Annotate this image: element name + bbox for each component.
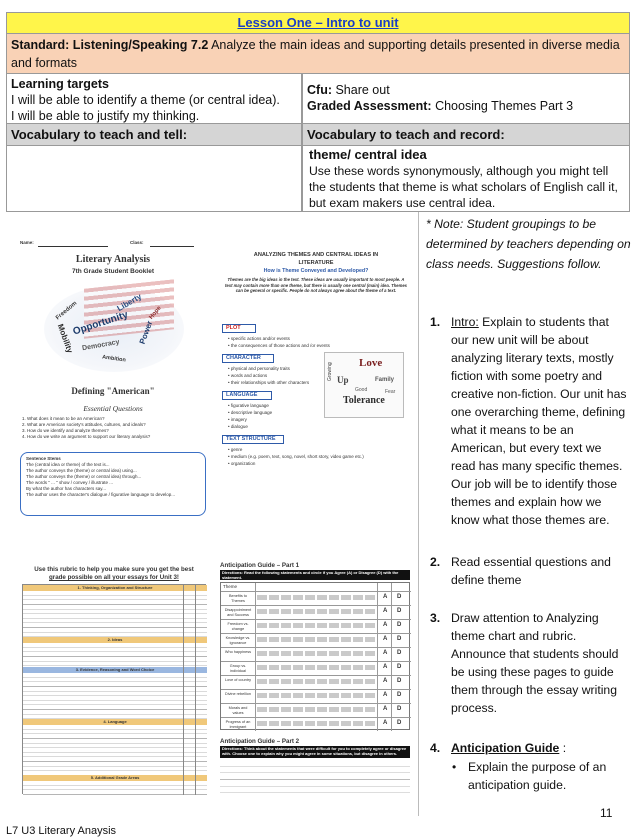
anticipation-topic-head: Theme: [223, 584, 238, 589]
booklet-class-label: Class:: [130, 240, 144, 245]
character-item-text: words and actions: [230, 373, 268, 378]
anticipation-row-topic: Freedom vs. change: [227, 622, 249, 631]
anticipation-directions-2: Directions: Think about the statements that were difficult for you to completely agree or disagree with. Choose one to explain why you might agree in some situations, but disagree in others.: [220, 746, 410, 758]
anticipation-row-topic: Disappointment and Success: [224, 608, 252, 617]
rubric-rows: [23, 591, 207, 637]
standard-row: [6, 34, 630, 74]
character-item: • physical and personality traits: [228, 366, 290, 371]
standard-text: Analyze the main ideas and supporting details presented in diverse media and formats: [11, 38, 620, 70]
anticipation-column-line: [377, 583, 378, 731]
sentence-stem: The author uses the character's dialogue / figurative language to develop...: [26, 492, 175, 497]
step-3: [451, 609, 629, 717]
anticipation-row-topic: Divine rebellion: [225, 692, 251, 696]
name-line: [38, 246, 108, 247]
column-divider: [418, 212, 419, 816]
defining-american: Defining "American": [71, 386, 155, 396]
cfu-value: Share out: [332, 83, 390, 97]
language-item-text: imagery: [230, 417, 247, 422]
anticipation-row-statement: [257, 609, 375, 614]
booklet-subtitle: 7th Grade Student Booklet: [72, 268, 154, 275]
anticipation-column-line: [255, 583, 256, 731]
sentence-stems-title: Sentence Stems: [26, 456, 61, 461]
graded-value: Choosing Themes Part 3: [431, 99, 574, 113]
cloud-word: Ambition: [101, 354, 127, 364]
language-item: • descriptive language: [228, 410, 273, 415]
cloud-word: Liberty: [115, 291, 144, 314]
vocab-tell-cell: [6, 146, 302, 212]
anticipation-row-statement: [257, 721, 375, 726]
disagree-option: D: [397, 720, 402, 726]
lesson-title: Lesson One – Intro to unit: [6, 12, 630, 34]
booklet-name-label: Name:: [20, 240, 34, 245]
vocab-definition: Use these words synonymously, although you might tell the students that theme is what scholars of English call it, but exam makers use central idea.: [309, 164, 618, 210]
anticipation-column-line: [391, 583, 392, 731]
anticipation-row-line: [221, 689, 411, 690]
theme-cloud-word: Tolerance: [343, 395, 385, 406]
language-item: • figurative language: [228, 403, 269, 408]
step-4-bullet: Explain the purpose of an anticipation guide.: [468, 760, 607, 792]
disagree-option: D: [397, 594, 402, 600]
rubric-rows: [23, 781, 207, 795]
anticipation-directions: Directions: Read the following statements and circle if you Agree (A) or Disagree (D) with the statement.: [220, 570, 410, 580]
anticipation-row-topic: Benefits to Themes: [229, 594, 247, 603]
essential-question: 2. What are American society's attitudes, cultures, and ideals?: [22, 422, 146, 427]
plot-item-text: the consequences of those actions and /or events: [230, 343, 330, 348]
plot-item-text: specific actions and/or events: [230, 336, 290, 341]
language-item-text: figurative language: [230, 403, 269, 408]
american-word-cloud: [44, 280, 184, 376]
anticipation-row-statement: [257, 707, 375, 712]
text-structure-label: TEXT STRUCTURE: [222, 435, 284, 444]
anticipation-row-statement: [257, 679, 375, 684]
cloud-word: Mobility: [55, 322, 75, 355]
analyzing-themes-thumbnail: [218, 250, 414, 510]
rubric-rows: [23, 725, 207, 775]
step-2: [451, 553, 629, 589]
disagree-option: D: [397, 608, 402, 614]
analyzing-title-2: LITERATURE: [298, 260, 334, 266]
disagree-option: D: [397, 664, 402, 670]
anticipation-row-statement: [257, 623, 375, 628]
character-item: • words and actions: [228, 373, 268, 378]
learning-target-2: I will be able to justify my thinking.: [11, 109, 200, 123]
anticipation-row-statement: [257, 651, 375, 656]
language-item: • dialogue: [228, 424, 248, 429]
structure-item: • organization: [228, 461, 256, 466]
footer-text: L7 U3 Literary Anaysis: [6, 825, 117, 837]
agree-option: A: [383, 608, 388, 614]
cloud-word: Democracy: [81, 338, 121, 353]
sentence-stems-box: [20, 452, 206, 516]
structure-item: • medium (e.g. poem, text, song, novel, short story, video game etc.): [228, 454, 364, 459]
sentence-stem: The (central idea or theme) of the text is...: [26, 462, 110, 467]
agree-option: A: [383, 678, 388, 684]
character-item: • their relationships with other characters: [228, 380, 310, 385]
vocab-record-cell: [302, 146, 630, 212]
plot-item: • specific actions and/or events: [228, 336, 290, 341]
step-4-text: :: [559, 741, 567, 755]
character-item-text: their relationships with other characters: [230, 380, 310, 385]
step-2-number: 2.: [430, 555, 441, 569]
agree-option: A: [383, 664, 388, 670]
theme-cloud-word: Fear: [385, 389, 396, 395]
essential-question: 3. How do we identify and analyze themes?: [22, 428, 109, 433]
anticipation-row-line: [221, 647, 411, 648]
theme-cloud-word: Up: [337, 375, 349, 385]
agree-option: A: [383, 594, 388, 600]
language-item: • imagery: [228, 417, 247, 422]
anticipation-row-line: [221, 717, 411, 718]
learning-targets-cell: [6, 74, 302, 124]
anticipation-row-line: [221, 675, 411, 676]
disagree-option: D: [397, 636, 402, 642]
sentence-stem: By what the author has characters say...: [26, 486, 106, 491]
standard-label: Standard: Listening/Speaking: [11, 38, 191, 52]
agree-option: A: [383, 720, 388, 726]
cloud-word: Opportunity: [71, 309, 130, 338]
standard-code: 7.2: [190, 38, 209, 52]
step-1: [451, 313, 629, 529]
character-item-text: physical and personality traits: [230, 366, 290, 371]
learning-target-1: I will be able to identify a theme (or central idea).: [11, 93, 280, 107]
anticipation-row-statement: [257, 693, 375, 698]
rubric-section: 4. Language: [23, 719, 207, 725]
language-item-text: descriptive language: [230, 410, 273, 415]
assessment-cell: [302, 74, 630, 124]
anticipation-row-line: [221, 619, 411, 620]
grouping-note: * Note: Student groupings to be determined by teachers depending on class needs. Suggestions follow.: [426, 217, 631, 271]
rubric-column-line: [195, 585, 196, 795]
analyzing-title-1: ANALYZING THEMES AND CENTRAL IDEAS IN: [253, 252, 379, 258]
sentence-stem: The author conveys the (theme) or central idea) through...: [26, 474, 142, 479]
essential-questions-list: [22, 416, 207, 440]
disagree-option: D: [397, 622, 402, 628]
vocab-tell-heading: Vocabulary to teach and tell:: [6, 124, 302, 146]
theme-cloud-word: Family: [375, 377, 395, 383]
language-item-text: dialogue: [230, 424, 248, 429]
page-number: 11: [600, 806, 613, 820]
booklet-title: Literary Analysis: [75, 254, 151, 265]
anticipation-row-statement: [257, 637, 375, 642]
rubric-title-1: Use this rubric to help you make sure you get the best: [34, 566, 194, 573]
rubric-table: [22, 584, 206, 794]
anticipation-row-topic: Who happiness: [224, 650, 252, 654]
agree-option: A: [383, 650, 388, 656]
anticipation-row-line: [221, 661, 411, 662]
theme-word-cloud: [324, 352, 404, 418]
step-1-number: 1.: [430, 315, 441, 329]
anticipation-row-line: [221, 703, 411, 704]
booklet-cover-thumbnail: [14, 230, 212, 520]
theme-cloud-word: Growing: [327, 362, 333, 381]
anticipation-row-topic: Progress of an immigrant: [225, 720, 251, 729]
step-4: [451, 739, 629, 757]
language-label: LANGUAGE: [222, 391, 272, 400]
anticipation-row-line: [221, 633, 411, 634]
step-3-number: 3.: [430, 611, 441, 625]
structure-item-text: medium (e.g. poem, text, song, novel, short story, video game etc.): [230, 454, 364, 459]
cfu-label: Cfu:: [307, 83, 332, 97]
anticipation-row-topic: Knowledge vs. ignorance: [225, 636, 251, 645]
step-4-label: Anticipation Guide: [451, 741, 560, 755]
rubric-column-line: [183, 585, 184, 795]
step-2-text: Read essential questions and define theme: [451, 555, 611, 587]
plot-label: PLOT: [222, 324, 256, 333]
plot-item: • the consequences of those actions and /or events: [228, 343, 330, 348]
step-4-number: 4.: [430, 741, 441, 755]
step-3-text: Draw attention to Analyzing theme chart and rubric. Announce that students should be using these pages to guide them through the essay writing process.: [451, 611, 619, 715]
structure-item: • genre: [228, 447, 243, 452]
rubric-section: 1. Thinking, Organization and Structure: [23, 585, 207, 591]
rubric-title-2: grade possible on all your essays for Unit 3!: [49, 574, 179, 581]
anticipation-row-statement: [257, 595, 375, 600]
graded-label: Graded Assessment:: [307, 99, 432, 113]
structure-item-text: organization: [230, 461, 256, 466]
essential-question: 4. How do we write an argument to support our literary analysis?: [22, 434, 151, 439]
anticipation-row-topic: Love of country: [225, 678, 251, 682]
disagree-option: D: [397, 706, 402, 712]
cloud-word: Power: [137, 319, 155, 346]
anticipation-row-statement: [257, 665, 375, 670]
disagree-option: D: [397, 650, 402, 656]
anticipation-writing-lines: [220, 760, 410, 798]
cloud-word: Hope: [148, 305, 163, 321]
anticipation-row-topic: Morals and values: [228, 706, 248, 715]
rubric-rows: [23, 673, 207, 719]
sentence-stem: The words " ... " show / convey / illustrate ...: [26, 480, 113, 485]
rubric-section: 2. Ideas: [23, 637, 207, 643]
anticipation-row-line: [221, 591, 411, 592]
agree-option: A: [383, 692, 388, 698]
cloud-word: Freedom: [55, 300, 79, 322]
step-1-label: Intro:: [451, 315, 479, 329]
theme-cloud-word: Good: [355, 387, 368, 393]
anticipation-row-line: [221, 605, 411, 606]
essential-questions-title: Essential Questions: [83, 404, 143, 413]
disagree-option: D: [397, 678, 402, 684]
character-label: CHARACTER: [222, 354, 274, 363]
bullet-icon: •: [452, 760, 457, 774]
sentence-stem: The author conveys the (theme) or central idea) using...: [26, 468, 137, 473]
structure-item-text: genre: [230, 447, 243, 452]
rubric-rows: [23, 643, 207, 667]
anticipation-title: Anticipation Guide – Part 1: [220, 562, 300, 569]
anticipation-table: [220, 582, 410, 730]
agree-option: A: [383, 706, 388, 712]
anticipation-title-2: Anticipation Guide – Part 2: [220, 738, 300, 745]
agree-option: A: [383, 622, 388, 628]
vocab-term: theme/ central idea: [309, 147, 427, 162]
rubric-section: 3. Evidence, Reasoning and Word Choice: [23, 667, 207, 673]
step-1-text: Explain to students that our new unit will be about analyzing literary texts, mostly fiction with some poetry and creative non-fiction. Our unit has one overarching theme, defining what it means to be an American, but every text we read has many specific themes. Our job will be to identify those themes and explain how we know what those themes are.: [451, 315, 627, 527]
learning-targets-heading: Learning targets: [11, 77, 109, 91]
analyzing-subtitle: How is Theme Conveyed and Developed?: [263, 268, 369, 274]
analyzing-intro: Themes are the big ideas in the text. These ideas are usually important to most people. A text may contain more than one theme, but there is usually one central (main) idea. Themes can be general or specific. People do not always agree about the theme of a text.: [225, 277, 407, 293]
class-line: [150, 246, 194, 247]
rubric-section: 5. Additional Grade Areas: [23, 775, 207, 781]
anticipation-row-topic: Group vs. individual: [229, 664, 247, 673]
essential-question: 1. What does it mean to be an American?: [22, 416, 105, 421]
anticipation-guide-thumbnail: [218, 562, 414, 798]
rubric-thumbnail: [18, 566, 210, 796]
disagree-option: D: [397, 692, 402, 698]
vocab-record-heading: Vocabulary to teach and record:: [302, 124, 630, 146]
agree-option: A: [383, 636, 388, 642]
theme-cloud-word: Love: [359, 357, 383, 369]
